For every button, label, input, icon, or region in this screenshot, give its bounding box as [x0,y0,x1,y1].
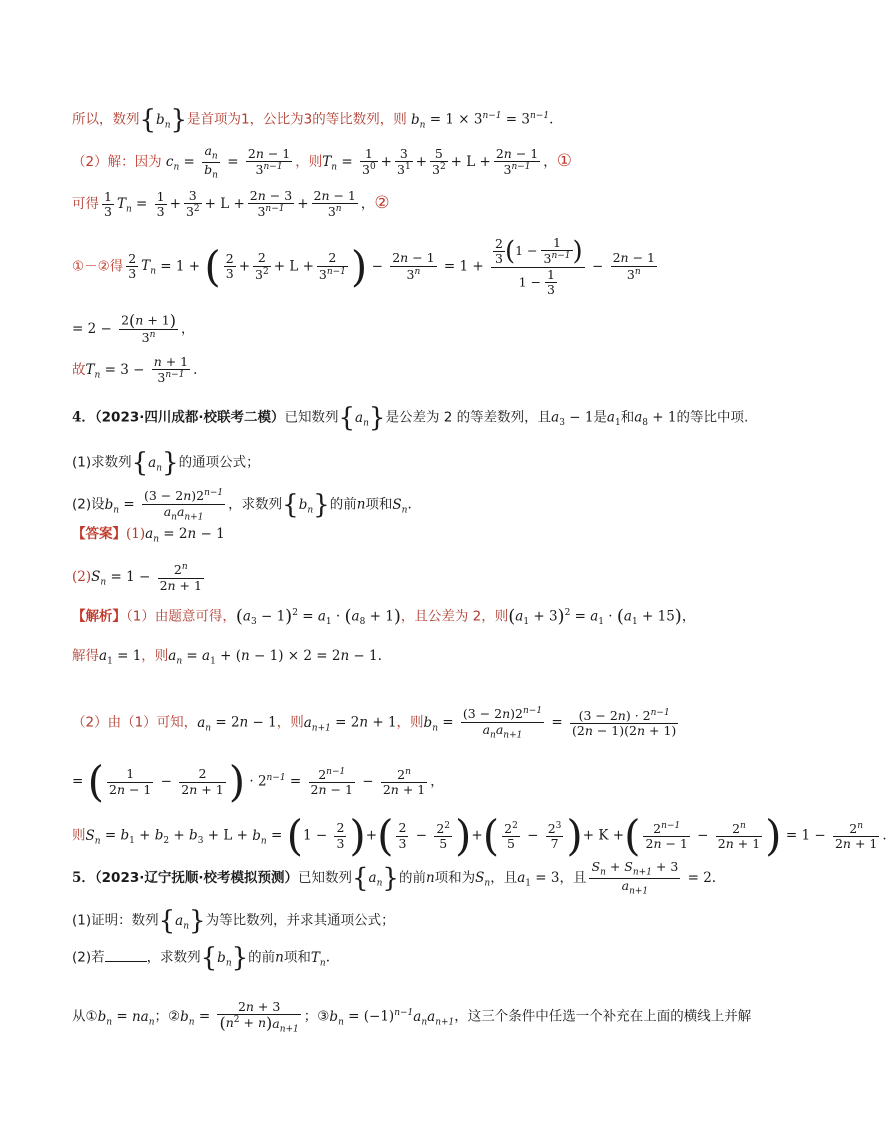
q5-part-1: (1)证明：数列$\{a_n\}$为等比数列，并求其通项公式； [72,906,395,936]
q4-analysis-2: 解得$a_1 = 1$，则$a_n = a_1 + (n - 1) \times 2 = 2n - 1$. [72,648,382,667]
q4-analysis-4: = ( $\frac{1}{2n - 1}$ − $\frac{2}{2n + 1}$ ) · $2^{n-1}$ = $\frac{2^{n-1}}{2n - 1}$ − $\frac{2^n}{2n + 1}$ ， [72,757,444,806]
question-5-stem: 5．（2023·辽宁抚顺·校考模拟预测）已知数列$\{a_n\}$的前n项和为$S_n$，且$a_1 = 3$，且 $\frac{S_n + S_{n+1} + 3}{a_{n+1}}$ = 2. [72,859,717,897]
sol-line-5: = 2 − $\frac{2(n + 1)}{3^n}$ ， [72,311,195,346]
source: （2023·辽宁抚顺·校考模拟预测） [94,869,298,886]
circle-2: ② [374,192,390,213]
q5-conditions: 从$①b_n = na_n$；$②b_n$ = $\frac{2n + 3}{(n^2 + n)a_{n+1}}$ ；$③b_n = (-1)^{n-1}a_na_{n+1}$，这三个条件中任选一个补充在上面的横线上并解 [72,999,752,1035]
q4-analysis-1: 【解析】（1）由题意可得，$(a_3 - 1)^2 = a_1 \cdot (a_8 + 1)$，且公差为 2，则$(a_1 + 3)^2 = a_1 \cdot (a_1 + 15)$， [72,606,696,628]
part-label: （2）解： [72,153,135,170]
sol-line-1: 所以，数列$\{b_n\}$是首项为1，公比为3的等比数列，则 $b_n = 1 \times 3^{n-1} = 3^{n-1}$. [72,105,554,135]
text: 因为 [134,153,162,170]
text: 所以，数列 [72,111,140,128]
q4-answer-2: $(2)S_n = 1$ − $\frac{2^n}{2n + 1}$ [72,562,202,593]
source: （2023·四川成都·校联考二模） [94,409,285,426]
q4-part-2: (2)设$b_n$ = $\frac{(3 - 2n)2^{n-1}}{a_na_{n+1}}$ ，求数列$\{b_n\}$的前n项和$S_n$. [72,488,412,523]
q4-analysis-5: 则$S_n = b_1 + b_2 + b_3 + L + b_n = (1$ − $\frac{2}{3}$ )+( $\frac{2}{3}$ − $\frac{2^2}{5}$ )+( $\frac{2^2}{5}$ − $\frac{2^3}{7}$ )+ K +( $\frac{2^{n-1}}{2n - 1}$ − $\frac{2^n}{2n + 1}$ ) = 1 − $\frac{2^n}{2n + 1}$ . [72,811,887,860]
sol-line-4: ①－②得 $\frac{2}{3}$ $T_n = 1$ + ( $\frac{2}{3}$ + $\frac{2}{3^2}$ + L + $\frac{2}{3^{n-1}}$ ) − $\frac{2n - 1}{3^n}$ = 1 + $\frac{2}{3}$ (1 − $\frac{1}{3^{n-1}}$ ) 1 − $\frac{1}{3}$ − $\frac{2n - 1}{3^n}$ [72,235,655,298]
circle-1: ① [556,150,572,171]
analysis-label: 【解析】 [72,608,126,625]
answer-label: 【答案】 [72,526,126,542]
q5-part-2: (2)若 ，求数列$\{b_n\}$的前n项和$T_n$. [72,943,330,973]
sol-line-3: 可得 $\frac{1}{3}$ $T_n$ = $\frac{1}{3}$ + $\frac{3}{3^2}$ + L + $\frac{2n - 3}{3^{n-1}}$ + $\frac{2n - 1}{3^n}$ ，② [72,188,390,220]
q4-part-1: (1)求数列$\{a_n\}$的通项公式； [72,448,260,478]
q4-analysis-3: （2）由（1）可知，$a_n = 2n - 1$，则$a_{n+1} = 2n + 1$，则$b_n$ = $\frac{(3 - 2n)2^{n-1}}{a_na_{n+1}}$ = $\frac{(3 - 2n) \cdot 2^{n-1}}{(2n - 1)(2n + 1)}$ [72,706,677,741]
sol-line-6: 故$T_n = 3$ − $\frac{n + 1}{3^{n-1}}$ . [72,354,198,386]
sol-line-2: （2）解：因为 $c_n$ = $\frac{a_n}{b_n}$ = $\frac{2n - 1}{3^{n-1}}$ ，则$T_n$ = $\frac{1}{3^0}$ + $\frac{3}{3^1}$ + $\frac{5}{3^2}$ + L + $\frac{2n - 1}{3^{n-1}}$ ，① [72,143,572,181]
q4-answer-1: 【答案】$(1)a_n = 2n - 1$ [72,526,225,545]
text: 是首项为1，公比为3的等比数列，则 [187,111,407,128]
fill-blank [105,961,147,962]
question-4-stem: 4．（2023·四川成都·校联考二模）已知数列$\{a_n\}$是公差为 2 的等差数列，且$a_3 - 1$是$a_1$和$a_8 + 1$的等比中项. [72,403,749,433]
